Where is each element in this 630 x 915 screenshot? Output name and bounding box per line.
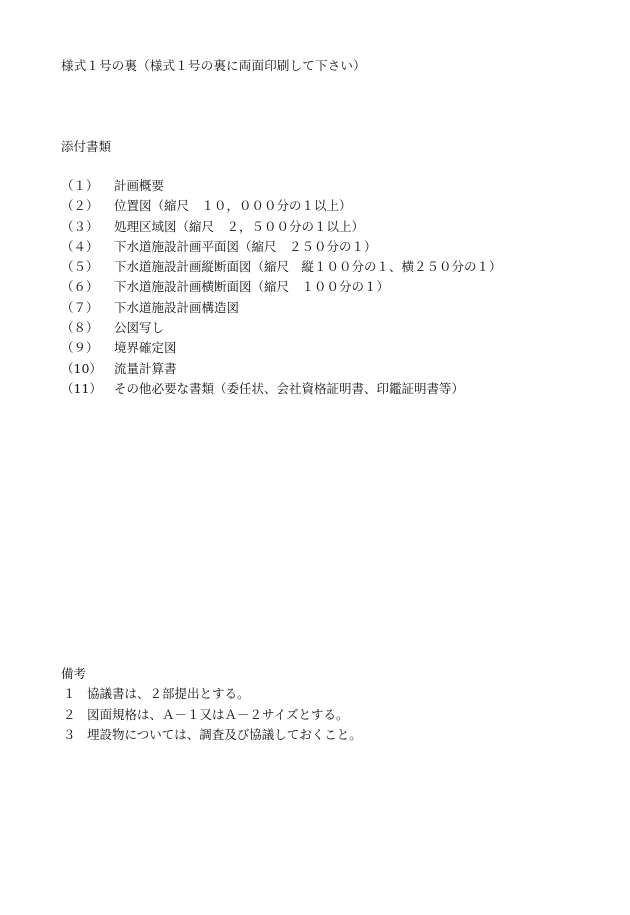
note-text: 協議書は、２部提出とする。 [87, 686, 250, 701]
attachment-item [61, 176, 502, 196]
attachment-text: その他必要な書類（委任状、会社資格証明書、印鑑証明書等） [114, 380, 465, 396]
attachment-number: （５） [61, 259, 99, 275]
attachment-number: （４） [61, 238, 99, 254]
attachment-number: （10） [61, 360, 102, 376]
attachment-number: （３） [61, 218, 99, 234]
attachment-number: （８） [61, 320, 99, 336]
attachments-list [61, 176, 502, 399]
attachment-text: 計画概要 [114, 178, 165, 193]
attachment-item [61, 277, 502, 297]
attachment-text: 境界確定図 [114, 340, 177, 356]
attachment-item [61, 318, 502, 338]
notes-title: 備考 [61, 666, 87, 681]
attachment-number: （７） [61, 299, 99, 315]
note-number: ３ [63, 727, 76, 742]
attachment-item [61, 298, 502, 318]
attachment-text: 下水道施設計画横断面図（縮尺 １００分の１） [114, 279, 390, 295]
attachment-number: （２） [61, 198, 99, 214]
attachment-text: 公図写し [114, 320, 165, 336]
attachment-text: 処理区域図（縮尺 ２，５００分の１以上） [114, 218, 365, 234]
attachment-text: 下水道施設計画平面図（縮尺 ２５０分の１） [114, 238, 377, 254]
attachment-number: （６） [61, 279, 99, 295]
note-number: １ [63, 686, 76, 701]
attachment-text: 位置図（縮尺 １０，０００分の１以上） [114, 198, 352, 214]
attachment-text: 下水道施設計画構造図 [114, 299, 240, 315]
note-number: ２ [63, 706, 76, 722]
notes-list [61, 684, 362, 746]
attachment-item [61, 217, 502, 237]
attachment-item [61, 338, 502, 358]
attachments-title: 添付書類 [61, 139, 112, 154]
attachment-item [61, 257, 502, 277]
note-text: 埋設物については、調査及び協議しておくこと。 [87, 727, 362, 742]
note-item [61, 684, 362, 705]
note-item [61, 725, 362, 746]
attachment-number: （９） [61, 340, 99, 356]
attachment-item [61, 379, 502, 399]
attachment-item [61, 359, 502, 379]
attachment-item [61, 196, 502, 216]
attachment-text: 流量計算書 [114, 360, 177, 376]
attachment-text: 下水道施設計画縦断面図（縮尺 縦１００分の１、横２５０分の１） [114, 259, 502, 275]
form-label: 様式１号の裏（様式１号の裏に両面印刷して下さい） [61, 58, 366, 73]
attachment-number: （１） [61, 178, 99, 193]
attachment-item [61, 237, 502, 257]
attachment-number: （11） [61, 380, 102, 396]
note-item [61, 705, 362, 726]
note-text: 図面規格は、Ａ－１又はＡ－２サイズとする。 [87, 706, 349, 722]
